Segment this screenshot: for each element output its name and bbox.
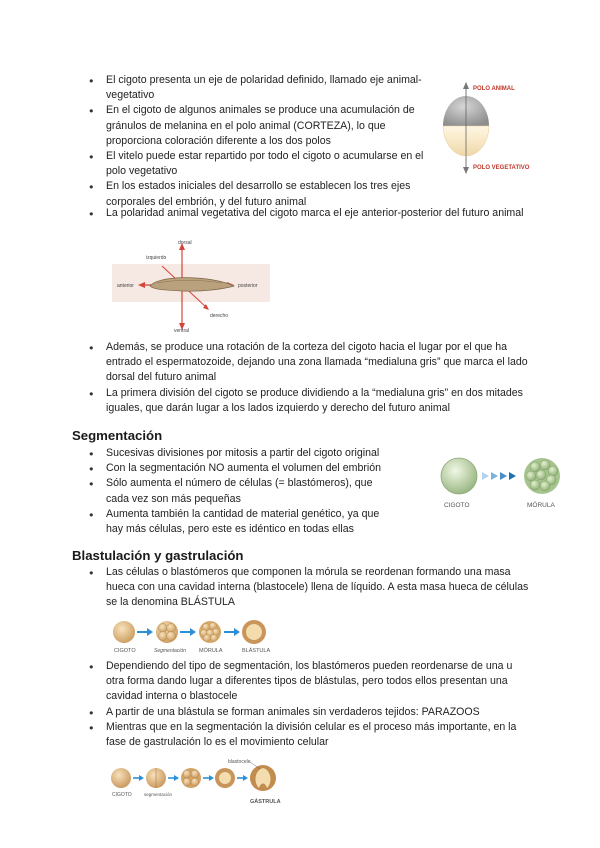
list-item: ● Con la segmentación NO aumenta el volumen del embrión [89, 461, 397, 476]
list-item: ● Mientras que en la segmentación la división celular es el proceso más importante, en la fase de gastrulación lo es el movimiento celular [89, 720, 529, 750]
animal-pole-label: POLO ANIMAL [473, 86, 515, 92]
list-item: ● Las células o blastómeros que componen la mórula se reordenan formando una masa hueca con una cavidad interna (blastocele) llena de líquido. A esta masa hueca de células se la denomina BLÁSTULA [89, 565, 529, 611]
axis-label-top: dorsal [178, 240, 192, 246]
cigoto-label: CIGOTO [444, 502, 470, 509]
list-item: ● En el cigoto de algunos animales se produce una acumulación de gránulos de melanina en el polo animal (CORTEZA), lo que proporciona coloración diferente a los dos polos [89, 103, 427, 149]
strip2-label-gastrula: GÁSTRULA [250, 799, 281, 805]
strip2-label-blastocele: blastocele [228, 759, 251, 765]
list-item: ● Dependiendo del tipo de segmentación, los blastómeros pueden reordenarse de una u otra forma dando lugar a diferentes tipos de blástulas, pero todos ellos presentan una cavidad interna o blastocele [89, 659, 529, 705]
axis-label-bottom: ventral [174, 328, 190, 333]
strip1-label-segmentacion: Segmentación [154, 648, 186, 654]
strip2-label-segmentacion: segmentación [144, 792, 173, 797]
strip1-label-morula: MÓRULA [199, 648, 223, 654]
axis-label-left: anterior [117, 283, 134, 289]
section-title-segmentacion: Segmentación [72, 428, 163, 443]
list-item: ● En los estados iniciales del desarrollo se establecen los tres ejes corporales del embrión, y del futuro animal [89, 179, 427, 209]
gastrula-sequence-figure [110, 756, 285, 806]
vegetal-pole-label: POLO VEGETATIVO [473, 165, 530, 171]
strip1-label-blastula: BLÁSTULA [242, 648, 271, 654]
list-item: ● Aumenta también la cantidad de material genético, ya que hay más células, pero este es idéntico en todas ellas [89, 507, 397, 537]
list-item: ● Sucesivas divisiones por mitosis a partir del cigoto original [89, 446, 397, 461]
section-title-blastulacion: Blastulación y gastrulación [72, 548, 244, 563]
list-item: ● La primera división del cigoto se produce dividiendo a la “medialuna gris” en dos mitades iguales, que darán lugar a los lados izquierdo y derecho del futuro animal [89, 386, 529, 416]
blastulacion-bullet-list-2 [89, 659, 529, 750]
blastulacion-bullet-list [89, 565, 529, 611]
list-item: ● El vitelo puede estar repartido por todo el cigoto o acumularse en el polo vegetativo [89, 149, 427, 179]
axis-label-lower-right: derecho [210, 313, 229, 319]
list-item: ● Además, se produce una rotación de la corteza del cigoto hacia el lugar por el que ha entrado el espermatozoide, dejando una zona llamada “medialuna gris” que marca el lado dorsal del futuro animal [89, 340, 529, 386]
cigoto-cell [441, 458, 477, 494]
intro-bullet-list-wide [89, 206, 529, 221]
polarity-figure [440, 78, 560, 178]
segmentacion-bullet-list [89, 446, 397, 537]
intro-bullet-list [89, 73, 427, 210]
cigoto-morula-figure [434, 450, 574, 512]
strip1-label-cigoto: CIGOTO [114, 648, 136, 654]
axis-label-upper-left: izquierdo [146, 255, 167, 261]
list-item: ● A partir de una blástula se forman animales sin verdaderos tejidos: PARAZOOS [89, 705, 529, 720]
morula-label: MÓRULA [527, 502, 555, 509]
list-item: ● Sólo aumenta el número de células (= blastómeros), que cada vez son más pequeñas [89, 476, 397, 506]
axis-label-right: posterior [238, 283, 258, 289]
body-axes-figure [112, 238, 272, 333]
blastula-sequence-figure [112, 616, 292, 656]
intro-bullet-list-2 [89, 340, 529, 416]
strip2-label-cigoto: CIGOTO [112, 792, 132, 798]
list-item: ● El cigoto presenta un eje de polaridad definido, llamado eje animal-vegetativo [89, 73, 427, 103]
list-item: ● La polaridad animal vegetativa del cigoto marca el eje anterior-posterior del futuro animal [89, 206, 529, 221]
